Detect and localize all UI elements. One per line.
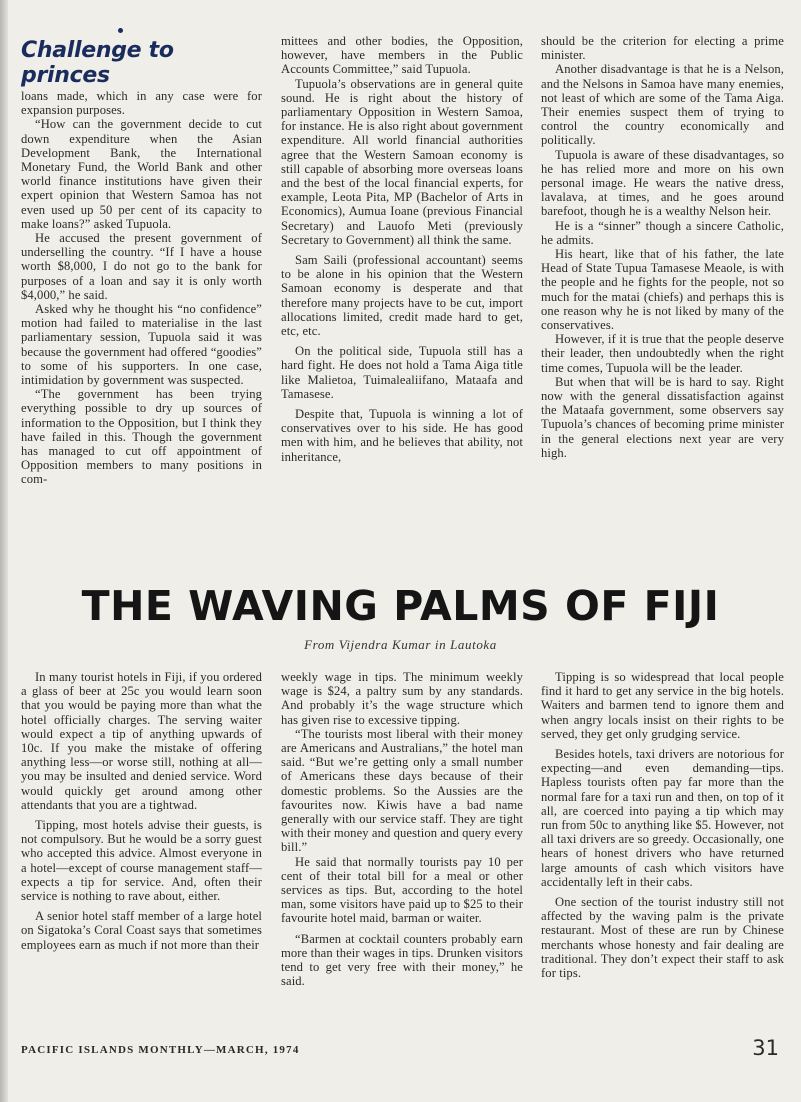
paragraph: One section of the tourist industry still not affected by the waving palm is the private restaurant. Most of these are run by Chinese merchants whose honesty and fair dealing are traditional. They don’t expect their staff to ask for tips. [541,895,784,981]
paragraph: Besides hotels, taxi drivers are notorious for expecting—and even demanding—tips. Hapless tourists often pay far more than the normal fare for a taxi run and then, on top of it all, are coerced into paying a tip which may run from 50c to anything like $5. However, not all taxi drivers are so greedy. Occasionally, one hears of honest drivers who have returned large amounts of cash which visitors have accidentally left in their cabs. [541,747,784,889]
paragraph: Tupuola’s observations are in general quite sound. He is right about the history of parliamentary Opposition in Western Samoa, for instance. He is also right about government expenditure. All world financial authorities agree that the Western Samoan economy is still capable of absorbing more overseas loans and the best of the local financial experts, for example, Leota Pita, MP (Bachelor of Arts in Economics), Aumua Ioane (previous Financial Secretary) and Lauofo Meti (previously Secretary to Government) all think the same. [281,76,523,247]
article2-column-2 [281,670,523,988]
paragraph: “How can the government decide to cut down expenditure when the Asian Development Bank, the International Monetary Fund, the World Bank and other world finance institutions have given their expert opinion that Western Samoa has not even used up 50 per cent of its capacity to make loans?” asked Tupuola. [21,117,262,231]
article1-column-3 [541,34,784,460]
publication-footer: PACIFIC ISLANDS MONTHLY—MARCH, 1974 [21,1044,300,1056]
paragraph: “Barmen at cocktail counters probably earn more than their wages in tips. Drunken visitors tend to get very free with their money,” he said. [281,931,523,989]
paragraph: should be the criterion for electing a prime minister. [541,34,784,63]
article1-column-1 [21,89,262,487]
paragraph: loans made, which in any case were for expansion purposes. [21,89,262,118]
paragraph: On the political side, Tupuola still has a hard fight. He does not hold a Tama Aiga title like Malietoa, Tuimalealiifano, Mataafa and Tamasese. [281,344,523,401]
heading-ornament-dot [118,28,123,33]
paragraph: However, if it is true that the people deserve their leader, then undoubtedly when the right time comes, Tupuola will be the leader. [541,332,784,375]
paragraph: Tupuola is aware of these disadvantages, so he has relied more and more on his own personal image. He wears the native dress, lavalava, at times, and he goes around barefoot, though he is a wealthy Nelson heir. [541,147,784,219]
paragraph: A senior hotel staff member of a large hotel on Sigatoka’s Coral Coast says that sometimes employees earn as much if not more than their [21,909,262,952]
paragraph: He is a “sinner” though a sincere Catholic, he admits. [541,218,784,247]
paragraph: His heart, like that of his father, the late Head of State Tupua Tamasese Meaole, is with the people and he fights for the people, not so much for the matai (chiefs) and perhaps this is one reason why he is not liked by many of the conservatives. [541,247,784,333]
article-title: Challenge to princes [21,38,174,88]
paragraph: But when that will be is hard to say. Right now with the general dissatisfaction against the Mataafa government, some observers say Tupuola’s chances of becoming prime minister in the general elections next year are very high. [541,374,784,460]
article1-column-2 [281,34,523,464]
paragraph: Sam Saili (professional accountant) seems to be alone in his opinion that the Western Samoan economy is desperate and that therefore many projects have to be cut, import allocations limited, credit made hard to get, etc, etc. [281,253,523,339]
paragraph: In many tourist hotels in Fiji, if you ordered a glass of beer at 25c you would learn soon that you would be paying more than what the hotel officially charges. The serving waiter would expect a tip of anything upwards of 10c. If you make the mistake of offering anything less—or worse still, nothing at all—you may be insulted and denied service. Word would quickly get around among other attendants that you are a tightwad. [21,670,262,812]
article-headline: THE WAVING PALMS OF FIJI [81,582,720,630]
paragraph: Another disadvantage is that he is a Nelson, and the Nelsons in Samoa have many enemies, not least of which are some of the Tama Aiga. Their enemies suspect them of trying to control the country economically and politically. [541,62,784,148]
paragraph: “The tourists most liberal with their money are Americans and Australians,” the hotel man said. “But we’re getting only a small number of Americans these days because of their domestic problems. So the Aussies are the favourites now. Kiwis have a bad name generally with our service staff. They are tight with their money and question and query every bill.” [281,726,523,855]
article-byline: From Vijendra Kumar in Lautoka [304,637,497,652]
paragraph: Tipping, most hotels advise their guests, is not compulsory. But he would be a sorry guest who accepted this advice. Almost everyone in a hotel—except of course management staff—expects a tip for service. And, often their service is nothing to rave about, either. [21,818,262,904]
article2-column-3 [541,670,784,980]
page-number: 31 [752,1036,779,1060]
paragraph: Despite that, Tupuola is winning a lot of conservatives over to his side. He has good men with him, and he believes that ability, not inheritance, [281,407,523,464]
paragraph: “The government has been trying everything possible to dry up sources of information to the Opposition, but I think they have failed in this. Though the government has managed to cut off appointment of Opposition members to many positions in com- [21,387,262,487]
paragraph: Asked why he thought his “no confidence” motion had failed to materialise in the last parliamentary session, Tupuola said it was because the government had offered “goodies” to some of his supporters. In one case, intimidation by government was suspected. [21,302,262,388]
article2-column-1 [21,670,262,952]
paragraph: mittees and other bodies, the Opposition, however, have members in the Public Accounts Committee,” said Tupuola. [281,34,523,77]
paragraph: He accused the present government of underselling the country. “If I have a house worth $8,000, I do not go to the bank for purposes of a loan and say it is only worth $4,000,” he said. [21,231,262,302]
paragraph: He said that normally tourists pay 10 per cent of their total bill for a meal or other services as tips. But, according to the hotel man, some visitors have paid up to $25 to their favourite hotel maid, barman or waiter. [281,854,523,926]
paragraph: Tipping is so widespread that local people find it hard to get any service in the big hotels. Waiters and barmen tend to ignore them and when angry locals insist on their rights to be served, they get only grudging service. [541,670,784,741]
page-spine-shadow [0,0,8,1102]
paragraph: weekly wage in tips. The minimum weekly wage is $24, a paltry sum by any standards. And probably it’s the wage structure which has given rise to excessive tipping. [281,670,523,727]
